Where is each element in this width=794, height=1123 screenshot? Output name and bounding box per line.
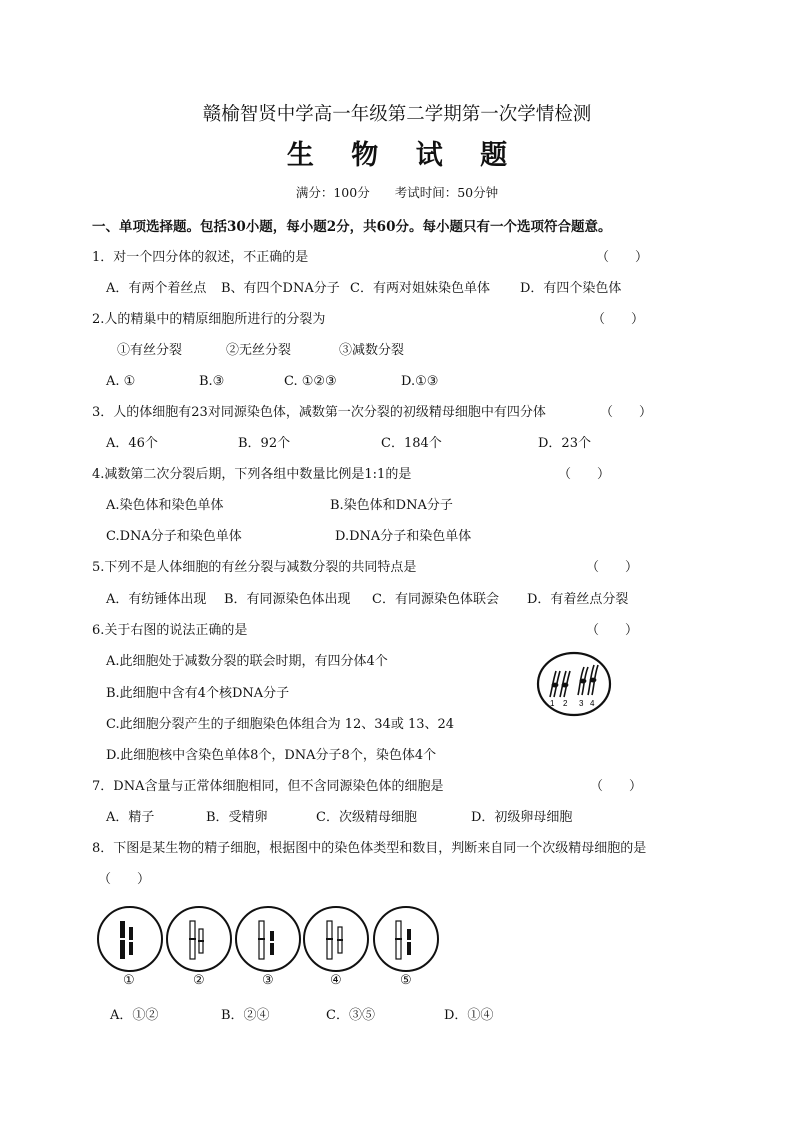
answer-paren-5: （ ） bbox=[586, 560, 639, 575]
q4-option-c: C.DNA分子和染色单体 bbox=[106, 529, 242, 544]
question-1-stem: 1．对一个四分体的叙述，不正确的是 bbox=[92, 250, 309, 265]
q1-option-b: B、有四个DNA分子 bbox=[221, 281, 340, 296]
q4-option-d: D.DNA分子和染色单体 bbox=[335, 529, 472, 544]
sperm-cell-4 bbox=[304, 907, 368, 971]
answer-paren-3: （ ） bbox=[600, 405, 653, 420]
q5-option-a: A．有纺锤体出现 bbox=[106, 592, 207, 607]
answer-paren-1: （ ） bbox=[596, 250, 649, 265]
q2-option-c: C. ①②③ bbox=[284, 374, 337, 389]
q5-option-b: B．有同源染色体出现 bbox=[224, 592, 351, 607]
q2-item-2: ②无丝分裂 bbox=[226, 343, 292, 358]
q8-option-a: A．①② bbox=[110, 1008, 159, 1023]
answer-paren-4: （ ） bbox=[558, 467, 611, 482]
q3-option-d: D．23个 bbox=[538, 436, 591, 451]
question-5-stem: 5.下列不是人体细胞的有丝分裂与减数分裂的共同特点是 bbox=[92, 560, 417, 575]
answer-paren-8: （ ） bbox=[98, 872, 151, 887]
q6-option-d: D.此细胞核中含染色单体8个，DNA分子8个，染色体4个 bbox=[106, 748, 437, 763]
q6-option-b: B.此细胞中含有4个核DNA分子 bbox=[106, 686, 290, 701]
cell-label-2: ② bbox=[193, 973, 205, 988]
q5-option-d: D．有着丝点分裂 bbox=[527, 592, 629, 607]
sperm-cell-1 bbox=[98, 907, 162, 971]
chromosome-label-1: 1 bbox=[550, 699, 555, 708]
q2-option-d: D.①③ bbox=[401, 374, 439, 389]
q2-item-3: ③减数分裂 bbox=[339, 343, 405, 358]
exam-info: 满分：100分 考试时间：50分钟 bbox=[295, 185, 499, 200]
answer-paren-7: （ ） bbox=[590, 779, 643, 794]
q5-option-c: C．有同源染色体联会 bbox=[372, 592, 499, 607]
chromosome-1 bbox=[550, 671, 560, 697]
answer-paren-6: （ ） bbox=[586, 623, 639, 638]
q7-option-b: B．受精卵 bbox=[206, 810, 268, 825]
sperm-cell-5 bbox=[374, 907, 438, 971]
q4-option-a: A.染色体和染色单体 bbox=[106, 498, 224, 513]
cell-label-5: ⑤ bbox=[400, 973, 412, 988]
q1-option-a: A．有两个着丝点 bbox=[106, 281, 207, 296]
q2-option-b: B.③ bbox=[199, 374, 225, 389]
chromosome-label-2: 2 bbox=[563, 699, 568, 708]
q4-option-b: B.染色体和DNA分子 bbox=[330, 498, 453, 513]
q3-option-c: C．184个 bbox=[381, 436, 442, 451]
q7-option-c: C．次级精母细胞 bbox=[316, 810, 417, 825]
chromosome-4 bbox=[588, 665, 598, 695]
sperm-cell-2 bbox=[167, 907, 231, 971]
subject-title: 生 物 试 题 bbox=[286, 140, 522, 171]
q8-option-d: D．①④ bbox=[444, 1008, 494, 1023]
question-7-stem: 7．DNA含量与正常体细胞相同，但不含同源染色体的细胞是 bbox=[92, 779, 444, 794]
q2-item-1: ①有丝分裂 bbox=[117, 343, 183, 358]
q1-option-d: D．有四个染色体 bbox=[520, 281, 622, 296]
question-3-stem: 3．人的体细胞有23对同源染色体，减数第一次分裂的初级精母细胞中有四分体 bbox=[92, 405, 546, 420]
question-4-stem: 4.减数第二次分裂后期，下列各组中数量比例是1:1的是 bbox=[92, 467, 412, 482]
school-title: 赣榆智贤中学高一年级第二学期第一次学情检测 bbox=[202, 104, 592, 125]
sperm-cell-3 bbox=[236, 907, 300, 971]
question-6-stem: 6.关于右图的说法正确的是 bbox=[92, 623, 248, 638]
cell-label-1: ① bbox=[123, 973, 135, 988]
question-8-stem: 8．下图是某生物的精子细胞，根据图中的染色体类型和数目，判断来自同一个次级精母细胞的是 bbox=[92, 841, 647, 856]
q7-option-d: D．初级卵母细胞 bbox=[471, 810, 573, 825]
cell-label-4: ④ bbox=[330, 973, 342, 988]
chromosome-label-3: 3 bbox=[579, 699, 584, 708]
section-heading: 一、单项选择题。包括30小题，每小题2分，共60分。每小题只有一个选项符合题意。 bbox=[92, 219, 612, 235]
q3-option-b: B．92个 bbox=[238, 436, 291, 451]
q6-option-c: C.此细胞分裂产生的子细胞染色体组合为 12、34或 13、24 bbox=[106, 717, 455, 732]
q7-option-a: A．精子 bbox=[106, 810, 155, 825]
question-2-stem: 2.人的精巢中的精原细胞所进行的分裂为 bbox=[92, 312, 326, 327]
cell-membrane bbox=[538, 653, 610, 715]
q6-cell-figure bbox=[536, 651, 612, 717]
chromosome-3 bbox=[578, 667, 588, 695]
q3-option-a: A．46个 bbox=[106, 436, 158, 451]
answer-paren-2: （ ） bbox=[592, 312, 645, 327]
chromosome-2 bbox=[560, 671, 570, 697]
chromosome-label-4: 4 bbox=[590, 699, 595, 708]
q6-option-a: A.此细胞处于减数分裂的联会时期，有四分体4个 bbox=[106, 654, 388, 669]
cell-label-3: ③ bbox=[262, 973, 274, 988]
q8-option-c: C．③⑤ bbox=[326, 1008, 375, 1023]
q2-option-a: A. ① bbox=[106, 374, 136, 389]
q1-option-c: C．有两对姐妹染色单体 bbox=[350, 281, 490, 296]
q8-option-b: B．②④ bbox=[221, 1008, 270, 1023]
